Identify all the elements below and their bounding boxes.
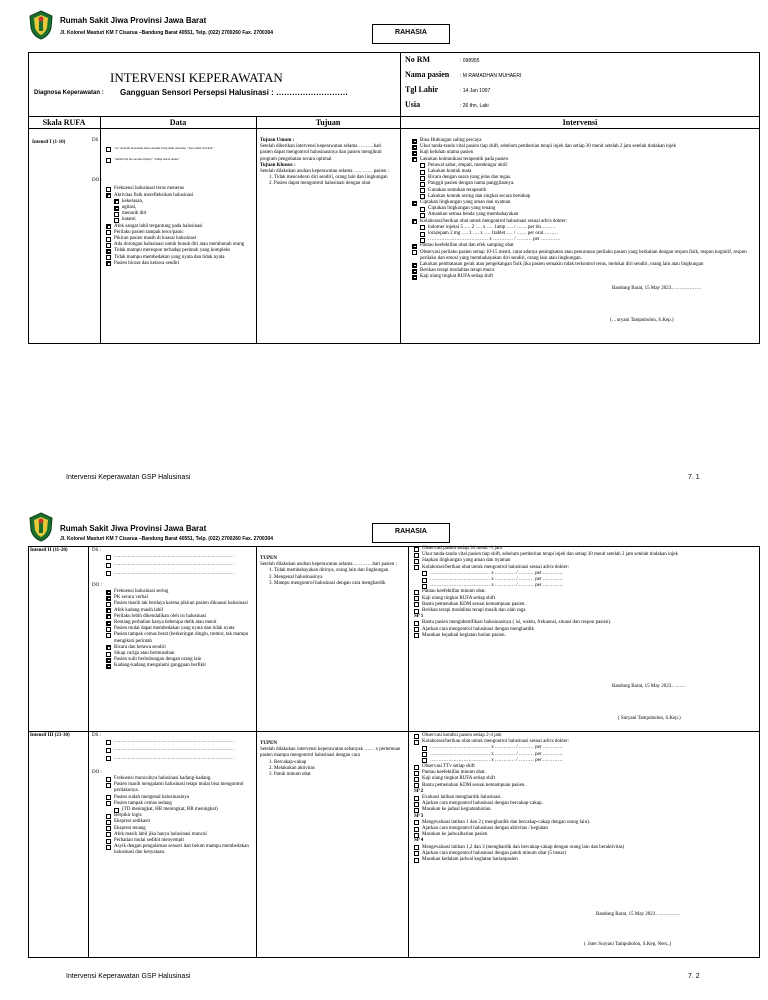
checklist-item	[414, 783, 754, 789]
checkbox-icon[interactable]	[414, 627, 419, 632]
column-header-scale: Skala RUFA	[42, 118, 86, 127]
checked-box-icon[interactable]	[412, 201, 417, 206]
checklist-item-text: Tidak mampu merespon terhadap perintah yang kompleks	[114, 248, 231, 254]
checklist-item-text: Masukan ke jadwalharian pasien	[422, 832, 488, 838]
intervensi-column	[412, 138, 752, 281]
checkbox-icon[interactable]	[414, 609, 419, 614]
checkbox-icon[interactable]	[106, 740, 111, 745]
checklist-item-text: ……………………………… x ………… / ……… per …………	[428, 237, 561, 243]
checklist-item	[412, 274, 752, 280]
checklist-item-text: Ajarkan cara mengontrol halusinasi dengan menghardik	[422, 626, 535, 632]
checklist-item-text: Ada dorongan halusinasi untuk bunuh diri atau membunuh orang	[114, 242, 245, 248]
goal-item: 1. Tidak membahayakan dirinya, orang lain dan lingkungan	[274, 568, 402, 574]
ds-item	[106, 747, 252, 753]
checked-box-icon[interactable]	[412, 269, 417, 274]
hospital-logo-icon	[28, 10, 54, 40]
checklist-item-text: Evaluasi latihan menghardik halusinasi.	[422, 795, 502, 801]
checklist-item-text: Frekuensi munculnya halusinasi kadang-kadang.	[114, 776, 212, 782]
checkbox-icon[interactable]	[106, 602, 111, 607]
checked-box-icon[interactable]	[412, 219, 417, 224]
diagnosa-label: Diagnosa Keperawatan :	[34, 90, 104, 96]
checkbox-icon[interactable]	[414, 796, 419, 801]
checklist-item-text: Lakukan komunikasi terapeutik pada pasien	[420, 156, 509, 162]
checklist-item-text: Kolaborasi/berikan obat untuk mengontrol halusinasi sesuai advis dokter:	[420, 218, 568, 224]
checkbox-icon[interactable]	[422, 584, 427, 589]
checklist-item-text: Gunakan sentuhan terapeutik	[428, 187, 487, 193]
checked-box-icon[interactable]	[106, 596, 111, 601]
checked-box-icon[interactable]	[114, 199, 119, 204]
checkbox-icon[interactable]	[106, 783, 111, 788]
checkbox-icon[interactable]	[414, 565, 419, 570]
checklist-item-text: Mengevaluasi latihan 1 dan 2 ( menghardik dan bercakap-cakap dengan orang lain).	[422, 819, 590, 825]
checklist-item-text: agitasi,	[122, 205, 137, 211]
checkbox-icon[interactable]	[106, 814, 111, 819]
ds-label: DS :	[92, 548, 102, 553]
ds-item-text: “amalin lipi hia anosino hilaaja” “zampi lencai inniaa”	[114, 157, 180, 162]
ds-label: DS :	[92, 138, 102, 143]
checkbox-icon[interactable]	[422, 752, 427, 757]
checklist-item-text: Afek masih labil jika hanya halusinasi muncul	[114, 831, 207, 837]
checked-box-icon[interactable]	[412, 263, 417, 268]
checklist-item-text: kekerasan,	[122, 198, 144, 204]
checkbox-icon[interactable]	[414, 602, 419, 607]
checklist-item-text: Kadang-kadang mengalami gangguan berfikir	[114, 663, 207, 669]
checklist-item-text: Amankan semua benda yang membahayakan	[428, 212, 519, 218]
tujuan-column	[260, 741, 402, 778]
footer-page-number: 7. 2	[688, 973, 700, 980]
checkbox-icon[interactable]	[422, 746, 427, 751]
ds-item-text: ………………………………………………………………	[114, 739, 234, 745]
goal-item: 3. Mampu mengontrol halusinasi dengan cara menghardik	[274, 581, 402, 587]
identity-label: Usia	[405, 100, 421, 109]
checkbox-icon[interactable]	[420, 170, 425, 175]
signer-name: ( Suryani Tampubolon, S.Kep.)	[618, 716, 681, 721]
checkbox-icon[interactable]	[420, 213, 425, 218]
checkbox-icon[interactable]	[412, 250, 417, 255]
place-date: Bandung Barat, 15 May 2023……………	[596, 912, 681, 917]
checkbox-icon[interactable]	[414, 596, 419, 601]
confidential-stamp: RAHASIA	[372, 523, 450, 543]
checklist-item-text: ……………………………… x ………… / ……… per …………	[430, 751, 563, 757]
checkbox-icon[interactable]	[414, 740, 419, 745]
checklist-item-text: Ajarkan cara mengontrol halusinasi dengan aktivitas / kegiatan	[422, 826, 548, 832]
checkbox-icon[interactable]	[414, 827, 419, 832]
checkbox-icon[interactable]	[106, 839, 111, 844]
tupen-text: Setelah dilakukan asuhan keperawatan selama…………hari pasien :	[260, 562, 397, 568]
checked-box-icon[interactable]	[412, 139, 417, 144]
ds-item	[106, 756, 252, 762]
signer-name: (…uryani Tampubolon, S.Kep.)	[610, 318, 674, 323]
checkbox-icon[interactable]	[414, 559, 419, 564]
goal-item: 2. Pasien dapat mengontrol halusinasi dengan obat	[274, 181, 394, 187]
hospital-address: Jl. Kolonel Masturi KM 7 Cisarua –Bandung Barat 40551, Telp. (022) 2700260 Fax. 2700304	[60, 30, 274, 36]
checkbox-icon[interactable]	[106, 187, 111, 192]
checklist-item-text: Kaji ulang tingkat RUFA setiap shift	[422, 776, 496, 782]
checkbox-icon[interactable]	[422, 571, 427, 576]
data-column	[92, 548, 252, 670]
intervensi-column	[414, 546, 754, 639]
tujuan-umum-text: Setelah diberikan intervensi keperawatan selama ………hari pasien dapat mengontrol halusinasinya dan pasien mengikuti program pengobatan secara optimal	[260, 144, 382, 162]
checked-box-icon[interactable]	[106, 193, 111, 198]
checkbox-icon[interactable]	[420, 225, 425, 230]
checklist-item-text: Siapkan lingkungan yang aman dan nyaman	[422, 558, 511, 564]
checked-box-icon[interactable]	[106, 249, 111, 254]
checklist-item-text: Bantu pemenuhan KDM sesuai kemampuan pasien.	[422, 782, 526, 788]
tujuan-column	[260, 556, 402, 587]
checklist-item-text: Observasi kondisi pasien setiap 2-4 jam	[422, 733, 502, 738]
tupen-title: TUPEN	[260, 556, 277, 561]
checkbox-icon[interactable]	[420, 238, 425, 243]
hospital-logo-icon	[28, 512, 54, 542]
checklist-item-text: Ukur tanda-tanda vital pasien tiap shift, sebelum pemberian terapi injek dan setiap 30 menit setelah 2 jam setelah tindakan injek	[422, 552, 679, 558]
checked-box-icon[interactable]	[412, 145, 417, 150]
checkbox-icon[interactable]	[106, 571, 111, 576]
checkbox-icon[interactable]	[414, 808, 419, 813]
checkbox-icon[interactable]	[106, 832, 111, 837]
checklist-item-text: Kolaborasi/berikan obat untuk mengontrol halusinasi sesuai advis dokter:	[422, 564, 570, 570]
do-label: DO :	[92, 769, 102, 775]
checklist-item-text: Berpikir logis	[114, 813, 142, 819]
footer-title: Intervensi Keperawatan GSP Halusinasi	[66, 973, 191, 980]
checked-box-icon[interactable]	[412, 275, 417, 280]
checkbox-icon[interactable]	[106, 756, 111, 761]
sp-heading: SP 2	[414, 788, 424, 794]
checklist-item-text: ……………………………… x ………… / ……… per …………	[430, 745, 563, 751]
tupen-title: TUPEN	[260, 741, 277, 746]
diagnosa-value: Gangguan Sensori Persepsi Halusinasi : ………………………	[120, 88, 349, 97]
goal-item: 1. Tidak mencederai diri sendiri, orang lain dan lingkungan	[274, 175, 394, 181]
checkbox-icon[interactable]	[420, 232, 425, 237]
checklist-item-text: Ajarkan cara mengontrol halusinasi dengan bercakap-cakap.	[422, 801, 543, 807]
checkbox-icon[interactable]	[414, 858, 419, 863]
checkbox-icon[interactable]	[106, 255, 111, 260]
checklist-item-text: Rentang perhatian hanya beberapa detik atau menit	[114, 620, 217, 626]
checklist-item-text: Frekuensi halusinasi terus menerus	[114, 186, 185, 192]
checklist-item-text: Kaji ulang tingkat RUFA setiap shift	[420, 274, 494, 280]
tujuan-list	[260, 175, 394, 187]
identity-value: : M RAMADHAN MUHAERI	[460, 73, 522, 79]
checklist-item	[414, 832, 754, 838]
checkbox-icon[interactable]	[106, 563, 111, 568]
checklist-item-text: Observasi TTv setiap shift	[422, 764, 475, 770]
checkbox-icon[interactable]	[106, 845, 111, 850]
checklist-item	[414, 857, 754, 863]
ds-item-text: ………………………………………………………………	[114, 570, 234, 576]
ds-list	[106, 739, 252, 762]
data-column	[92, 733, 252, 857]
ds-list	[106, 146, 250, 162]
checklist-item-text: Pasien masih tak berdaya karena pikiran pasien dikuasai halusinasi	[114, 601, 248, 607]
identity-value: : 14 Jan 1997	[460, 88, 491, 94]
checked-box-icon[interactable]	[106, 645, 111, 650]
column-header-intervensi: Intervensi	[562, 118, 598, 127]
ds-item	[106, 571, 252, 577]
checked-box-icon[interactable]	[106, 664, 111, 669]
identity-value: : 098955	[460, 58, 480, 64]
checklist-item	[414, 633, 754, 639]
checkbox-icon[interactable]	[414, 765, 419, 770]
checklist-item-text: Masukan kedalam jadwal kegiatan harianpasien	[422, 857, 518, 863]
checkbox-icon[interactable]	[414, 777, 419, 782]
checklist-item	[414, 608, 754, 614]
sp-heading: SP 3	[414, 813, 424, 819]
ds-item	[106, 554, 252, 560]
checkbox-icon[interactable]	[106, 795, 111, 800]
do-list	[106, 186, 250, 267]
checklist-item-text: Pasien sudah mengenal halusinasinya	[114, 794, 190, 800]
checked-box-icon[interactable]	[106, 608, 111, 613]
checkbox-icon[interactable]	[106, 627, 111, 632]
checklist-item-text: ……………………………… x ………… / ……… per …………	[430, 570, 563, 576]
tupen-text: Setelah dilakukan intervensi keperawatan sebanyak …… x pertemuan pasien mampu mengontrol halusinasi dengan cara	[260, 747, 401, 759]
hospital-name: Rumah Sakit Jiwa Provinsi Jawa Barat	[60, 524, 207, 533]
do-label: DO :	[92, 582, 102, 588]
checkbox-icon[interactable]	[106, 748, 111, 753]
checklist-item-text: Afek sangat labil tergantung pada halusinasi	[114, 223, 203, 229]
checked-box-icon[interactable]	[106, 614, 111, 619]
checklist-item-text: Ekspresi tenang	[114, 825, 146, 831]
checklist-item-text: ……………………………… x ………… / ……… per …………	[430, 577, 563, 583]
hospital-address: Jl. Kolonel Masturi KM 7 Cisarua –Bandung Barat 40551, Telp. (022) 2700260 Fax. 2700304	[60, 536, 274, 542]
checked-box-icon[interactable]	[106, 658, 111, 663]
checkbox-icon[interactable]	[106, 230, 111, 235]
checkbox-icon[interactable]	[106, 777, 111, 782]
sp-heading: SP 4	[414, 838, 424, 844]
ds-item-text: ………………………………………………………………	[114, 747, 234, 753]
checklist-item-text: Bina Hubungan saling percaya	[420, 138, 482, 143]
checkbox-icon[interactable]	[420, 207, 425, 212]
checkbox-icon[interactable]	[414, 783, 419, 788]
checklist-item	[106, 663, 252, 669]
ds-item	[106, 562, 252, 568]
tupen-list	[260, 760, 402, 779]
checklist-item	[414, 807, 754, 813]
checklist-item	[106, 632, 252, 644]
tupen-list	[260, 568, 402, 587]
checklist-item-text: menarik diri	[122, 211, 147, 217]
checklist-item-text: Mengevaluasi latihan 1,2 dan 3 (menghardik dan bercakap-cakap dengan orang lain dan beraktivitas)	[422, 844, 625, 850]
rufa-scale: Intensif II (11-20)	[30, 548, 68, 553]
identity-label: No RM	[405, 55, 431, 64]
checkbox-icon[interactable]	[414, 633, 419, 638]
checklist-item-text: Masukan kejadual kegiatan harian pasien.	[422, 632, 506, 638]
sp-heading: SP 1	[414, 614, 424, 620]
ds-label: DS :	[92, 733, 102, 738]
checkbox-icon[interactable]	[106, 633, 111, 638]
ds-item-text: ………………………………………………………………	[114, 554, 234, 560]
checklist-item-text: Tidak mampu membedakan yang nyata dan tidak nyata	[114, 254, 225, 260]
checked-box-icon[interactable]	[106, 261, 111, 266]
checkbox-icon[interactable]	[414, 734, 419, 739]
checklist-item-text: Masukan ke jadual kegiatanharian.	[422, 807, 492, 813]
checked-box-icon[interactable]	[412, 151, 417, 156]
checkbox-icon[interactable]	[420, 194, 425, 199]
goal-item: 2. Melakukan aktivitas	[274, 766, 402, 772]
checklist-item-text: Observasi pasien setiap 30 menit -1 jam	[422, 546, 502, 551]
ds-item	[106, 157, 250, 162]
checkbox-icon[interactable]	[114, 808, 119, 813]
checklist-item	[106, 782, 252, 794]
checkbox-icon[interactable]	[420, 163, 425, 168]
checkbox-icon[interactable]	[106, 555, 111, 560]
checklist-item-text: Pantau keefektifan minum obat.	[422, 589, 486, 595]
checklist-item-text: ……………………………… x ………… / ……… per …………	[430, 757, 563, 763]
checklist-item-text: Perilaku pasien tampak teror/panic	[114, 229, 184, 235]
checklist-item-text: Bicara dan ketawa sendiri	[114, 644, 166, 650]
checklist-item-text: Pasien bicara dan ketawa sendiri	[114, 260, 180, 266]
checklist-item-text: Pikiran pasien masih di kuasai halusinasi	[114, 236, 197, 242]
checkbox-icon[interactable]	[414, 851, 419, 856]
rufa-scale: Intensif I (1-10)	[32, 140, 66, 145]
confidential-stamp: RAHASIA	[372, 24, 450, 44]
checklist-item-text: Panggil pasien dengan nama panggilannya.	[428, 181, 515, 187]
checked-box-icon[interactable]	[114, 206, 119, 211]
checklist-item-text: Berikan terapi modalitas terapi musik dan olah raga	[422, 608, 526, 614]
checked-box-icon[interactable]	[412, 157, 417, 162]
checklist-item-text: Pantau keefektifan minum obat.	[422, 770, 486, 776]
checklist-item-text: Kaji ulang tingkat RUFA setiap shift	[422, 595, 496, 601]
ds-list	[106, 554, 252, 577]
checklist-item-text: Pantau keefektifan obat dan efek samping obat	[420, 243, 514, 249]
checklist-item-text: Asyik dengan pengalaman sensori dan belum mampu membedakan halusinasi dan kenyataan.	[114, 844, 249, 856]
checkbox-icon[interactable]	[414, 833, 419, 838]
checklist-item-text: Aktivitas fisik merefleksikan halusinasi	[114, 192, 194, 198]
goal-item: 1. Bercakap-cakap	[274, 760, 402, 766]
column-header-tujuan: Tujuan	[315, 118, 341, 127]
checklist-item-text: Ukur tanda-tanda vital pasien tiap shift, sebelum pemberian terapi injek dan setiap 30 menit setelah 2 jam setelah tindakan injek	[420, 144, 677, 150]
ds-item	[106, 739, 252, 745]
form-title: INTERVENSI KEPERAWATAN	[110, 70, 283, 85]
checkbox-icon[interactable]	[414, 590, 419, 595]
checkbox-icon[interactable]	[106, 826, 111, 831]
checked-box-icon[interactable]	[412, 244, 417, 249]
ds-item	[106, 146, 250, 151]
signer-name: ( .Ister Suryani Tampubolon, S.Kep, Ners.,)	[584, 942, 672, 947]
checkbox-icon[interactable]	[422, 758, 427, 763]
checkbox-icon[interactable]	[420, 182, 425, 187]
checklist-item-text: Afek kadang masih labil	[114, 607, 164, 613]
checklist-item-text: Bantu pemenuhan KDM sesuai kemampuan pasien.	[422, 601, 526, 607]
checklist-item-text: ……………………………… x ………… / ……… per …………	[430, 583, 563, 589]
tujuan-column	[260, 138, 394, 188]
ds-item-text: ………………………………………………………………	[114, 755, 234, 761]
checkbox-icon[interactable]	[106, 652, 111, 657]
rufa-scale: Intensif III (21-30)	[30, 733, 70, 738]
checklist-item-text: Kaji keluhan utama pasien	[420, 150, 474, 156]
checkbox-icon[interactable]	[106, 243, 111, 248]
checkbox-icon[interactable]	[114, 218, 119, 223]
checklist-item-text: Ciptakan lingkungan yang aman dan nyaman	[420, 200, 511, 206]
identity-label: Tgl Lahir	[405, 85, 439, 94]
checklist-item-text: Frekuensi halusinasi sering	[114, 589, 169, 595]
tujuan-khusus-title: Tujuan Khusus :	[260, 162, 296, 168]
checklist-item-text: Ekspresi sedikasit	[114, 819, 150, 825]
do-label: DO :	[92, 178, 102, 184]
ds-item-text: “aa” di sisaiti menaaban berna anosiki viang tidak seitarang. “Aaa cemta bai lalan”	[114, 146, 214, 151]
checkbox-icon[interactable]	[414, 553, 419, 558]
checkbox-icon[interactable]	[106, 158, 111, 163]
checkbox-icon[interactable]	[420, 176, 425, 181]
column-header-data: Data	[169, 118, 187, 127]
identity-label: Nama pasien	[405, 70, 450, 79]
checkbox-icon[interactable]	[114, 212, 119, 217]
checkbox-icon[interactable]	[420, 188, 425, 193]
checklist-item-text: Lakukan kontak mata	[428, 169, 472, 175]
checkbox-icon[interactable]	[414, 771, 419, 776]
checkbox-icon[interactable]	[422, 578, 427, 583]
checkbox-icon[interactable]	[106, 147, 111, 152]
checklist-item-text: Bicara dengan suara yang jelas dan tegas.	[428, 175, 512, 181]
checklist-item-text: Perilaku lebih dikendalikan oleh isi halusinasi	[114, 613, 207, 619]
checklist-item-text: Lakukan kontak sering dan singkat secara bertahap	[428, 193, 531, 199]
checkbox-icon[interactable]	[106, 237, 111, 242]
tujuan-umum-title: Tujuan Umum :	[260, 138, 295, 143]
checklist-item-text: lodomer injeksi 5 …. 2 …. x …. 1amp …. / …… per im………	[428, 224, 556, 230]
checklist-item-text: Pasien sulit berhubungan dengan orang lain	[114, 657, 202, 663]
hospital-name: Rumah Sakit Jiwa Provinsi Jawa Barat	[60, 16, 207, 25]
checkbox-icon[interactable]	[414, 547, 419, 552]
checked-box-icon[interactable]	[106, 224, 111, 229]
checklist-item-text: Sikap curiga atau bermusuhan	[114, 651, 175, 657]
checkbox-icon[interactable]	[414, 802, 419, 807]
checklist-item	[412, 250, 752, 262]
checked-box-icon[interactable]	[106, 590, 111, 595]
do-list	[106, 589, 252, 670]
ds-item-text: ………………………………………………………………	[114, 562, 234, 568]
checked-box-icon[interactable]	[106, 621, 111, 626]
checklist-item-text: Bantu pasien mengidentifikasi halusinasinya ( isi, waktu, frekuensi, situasi dan respon pasien).	[422, 620, 612, 626]
checklist-item-text: lorazepam 2 mg …. 1 …. x …. 1tablet …. / …… per oral………	[428, 231, 559, 237]
checklist-item-text: Perhatian mulai sedikit menyempit	[114, 838, 184, 844]
place-date: Bandung Barat, 15 May 2023………	[612, 684, 687, 689]
footer-title: Intervensi Keperawatan GSP Halusinasi	[66, 474, 191, 481]
checklist-item-text: PK secara verbal	[114, 595, 148, 601]
checklist-item-text: Ciptakan lingkungan yang tenang	[428, 206, 496, 212]
checkbox-icon[interactable]	[106, 801, 111, 806]
checklist-item-text: Observasi perilaku pasien setiap 10-15 menit, catat adanya peningkatan atau penurunan perilaku pasien yang berkaitan dengan respon fisik, respon kognitif, respon perilaku dan emosi yang membahayakan diri sendiri, orang lain atau lingkungan.	[420, 249, 747, 261]
checklist-item-text: Pasien masih mengalami halusinasi tetapi mulai bisa mengontrol perilakunya.	[114, 782, 244, 794]
place-date: Bandung Barat, 15 May 2023………………	[612, 286, 702, 291]
footer-page-number: 7. 1	[688, 474, 700, 481]
identity-value: : 26 thn, Laki	[460, 103, 489, 109]
checklist-item-text: Pasien tampak cemas sedang	[114, 800, 172, 806]
checkbox-icon[interactable]	[414, 820, 419, 825]
checklist-item-text: Berikan terapi modalitas terapi music	[420, 268, 495, 274]
do-list	[106, 776, 252, 857]
checklist-item-text: katatoi	[122, 217, 136, 223]
checklist-item-text: Perawat sabar, empati, mendengar aktif.	[428, 162, 509, 168]
checklist-item-text: Pasien mulai dapat membedakan yang nyata dan tidak nyata	[114, 626, 235, 632]
checkbox-icon[interactable]	[414, 621, 419, 626]
checklist-item-text: Ajarkan cara mengontrol halusinasi dengan patuh minum obat (5 benar)	[422, 850, 566, 856]
checklist-item-text: Pasien tampak cemas berat (berkeringat dingin, tremor, tak mampu mengikuti perintah	[114, 632, 249, 644]
goal-item: 3. Patuh minum obat	[274, 772, 402, 778]
checklist-item	[106, 844, 252, 856]
data-column	[92, 138, 250, 267]
checkbox-icon[interactable]	[106, 820, 111, 825]
intervensi-column	[414, 733, 754, 863]
checklist-item-text: Lakukan pembatasan gerak atau pengekangan fisik jika pasien semakin tidak terkontrol terus, melukai diri sendiri, orang lain atau lingkungan	[420, 262, 704, 268]
checkbox-icon[interactable]	[414, 845, 419, 850]
goal-item: 2. Mengenal halusinasinya	[274, 575, 402, 581]
checklist-item-text: Kolaborasi/berikan obat untuk mengontrol halusinasi sesuai advis dokter:	[422, 739, 570, 745]
checklist-item-text: (TD meningkat, HR meningkat, RR meningkat)	[122, 807, 218, 813]
checklist-item	[106, 261, 250, 267]
tujuan-khusus-text: Setelah dilakukan asuhan keperawatan selama ….. …… pasien :	[260, 169, 390, 175]
